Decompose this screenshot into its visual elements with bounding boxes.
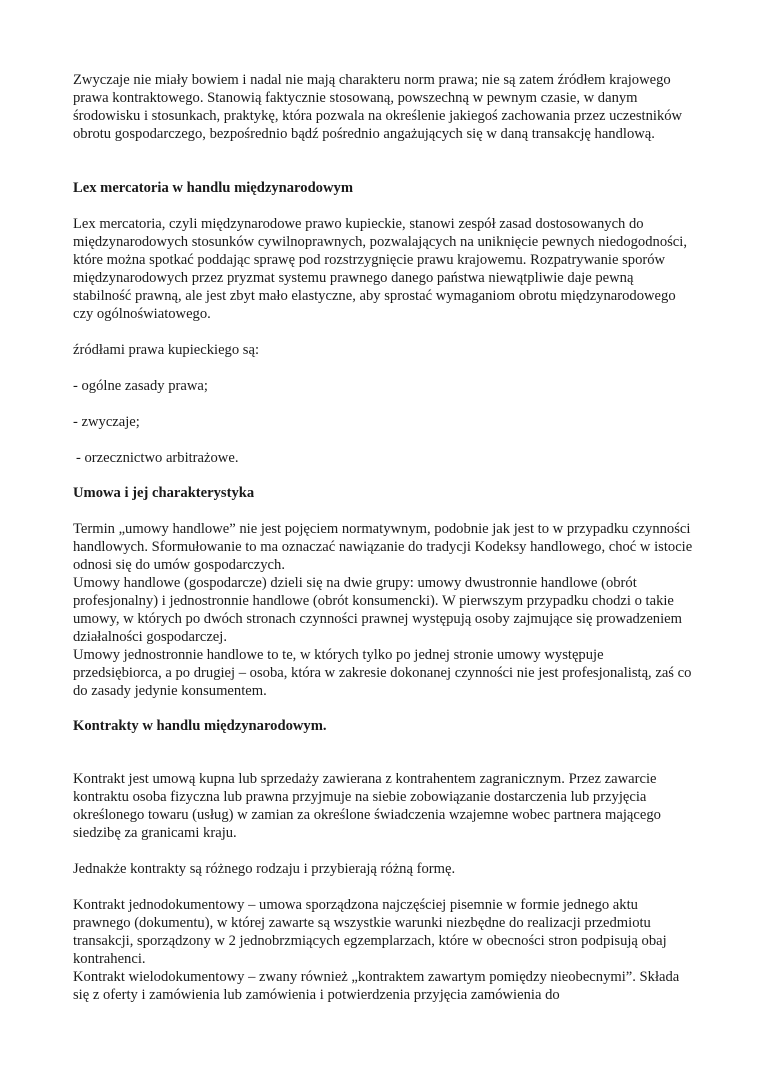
source-list-item: - zwyczaje; [73, 414, 140, 430]
kontrakty-paragraph: Kontrakt jednodokumentowy – umowa sporządzona najczęściej pisemnie w formie jednego aktu prawnego (dokumentu), w której zawarte są wszystkie warunki niezbędne do realizacji przedmiotu transakcji, sporządzony w 2 jednobrzmiących egzemplarzach, które w obecności stron podpisują obaj kontrahenci. [73, 897, 667, 967]
kontrakty-paragraph: Kontrakt wielodokumentowy – zwany również „kontraktem zawartym pomiędzy nieobecnymi”. Składa się z oferty i zamówienia lub zamówienia i potwierdzenia przyjęcia zamówienia do [73, 969, 680, 1003]
umowa-paragraph: Termin „umowy handlowe” nie jest pojęciem normatywnym, podobnie jak jest to w przypadku czynności handlowych. Sformułowanie to ma oznaczać nawiązanie do tradycji Kodeksy handlowego, choć w istocie odnosi się do umów gospodarczych. [73, 521, 693, 573]
intro-paragraph: Zwyczaje nie miały bowiem i nadal nie mają charakteru norm prawa; nie są zatem źródłem krajowego prawa kontraktowego. Stanowią faktycznie stosowaną, powszechną w pewnym czasie, w danym środowisku i stosunkach, praktykę, która pozwala na określenie jakiegoś zachowania przez uczestników obrotu gospodarczego, bezpośrednio bądź pośrednio angażujących się w daną transakcję handlową. [73, 72, 683, 142]
lex-mercatoria-paragraph: Lex mercatoria, czyli międzynarodowe prawo kupieckie, stanowi zespół zasad dostosowanych do międzynarodowych stosunków cywilnoprawnych, pozwalających na uniknięcie pewnych niedogodności, które można spotkać poddając sprawę pod rozstrzygnięcie prawu krajowemu. Rozpatrywanie sporów międzynarodowych przez pryzmat systemu prawnego danego państwa niewątpliwie daje pewną stabilność prawną, ale jest zbyt mało elastyczne, aby sprostać wymaganiom obrotu międzynarodowego czy ogólnoświatowego. [73, 216, 687, 322]
document-page [73, 71, 693, 1004]
source-list-item: - orzecznictwo arbitrażowe. [76, 450, 239, 466]
section-heading-kontrakty: Kontrakty w handlu międzynarodowym. [73, 718, 327, 734]
umowa-paragraph: Umowy jednostronnie handlowe to te, w których tylko po jednej stronie umowy występuje przedsiębiorca, a po drugiej – osoba, która w zakresie dokonanej czynności nie jest profesjonalistą, zaś co do zasady jedynie konsumentem. [73, 647, 692, 699]
kontrakty-paragraph: Kontrakt jest umową kupna lub sprzedaży zawierana z kontrahentem zagranicznym. Przez zawarcie kontraktu osoba fizyczna lub prawna przyjmuje na siebie zobowiązanie dostarczenia lub przyjęcia określonego towaru (usług) w zamian za określone świadczenia wzajemne wobec partnera mającego siedzibę za granicami kraju. [73, 771, 661, 841]
section-heading-lex-mercatoria: Lex mercatoria w handlu międzynarodowym [73, 180, 353, 196]
umowa-paragraph: Umowy handlowe (gospodarcze) dzieli się na dwie grupy: umowy dwustronnie handlowe (obrót profesjonalny) i jednostronnie handlowe (obrót konsumencki). W pierwszym przypadku chodzi o takie umowy, w których po dwóch stronach czynności prawnej występują osoby zajmujące się prowadzeniem działalności gospodarczej. [73, 575, 682, 645]
section-heading-umowa: Umowa i jej charakterystyka [73, 485, 255, 501]
source-list-item: - ogólne zasady prawa; [73, 378, 208, 394]
sources-intro: źródłami prawa kupieckiego są: [73, 342, 259, 358]
kontrakty-paragraph: Jednakże kontrakty są różnego rodzaju i przybierają różną formę. [73, 861, 456, 877]
